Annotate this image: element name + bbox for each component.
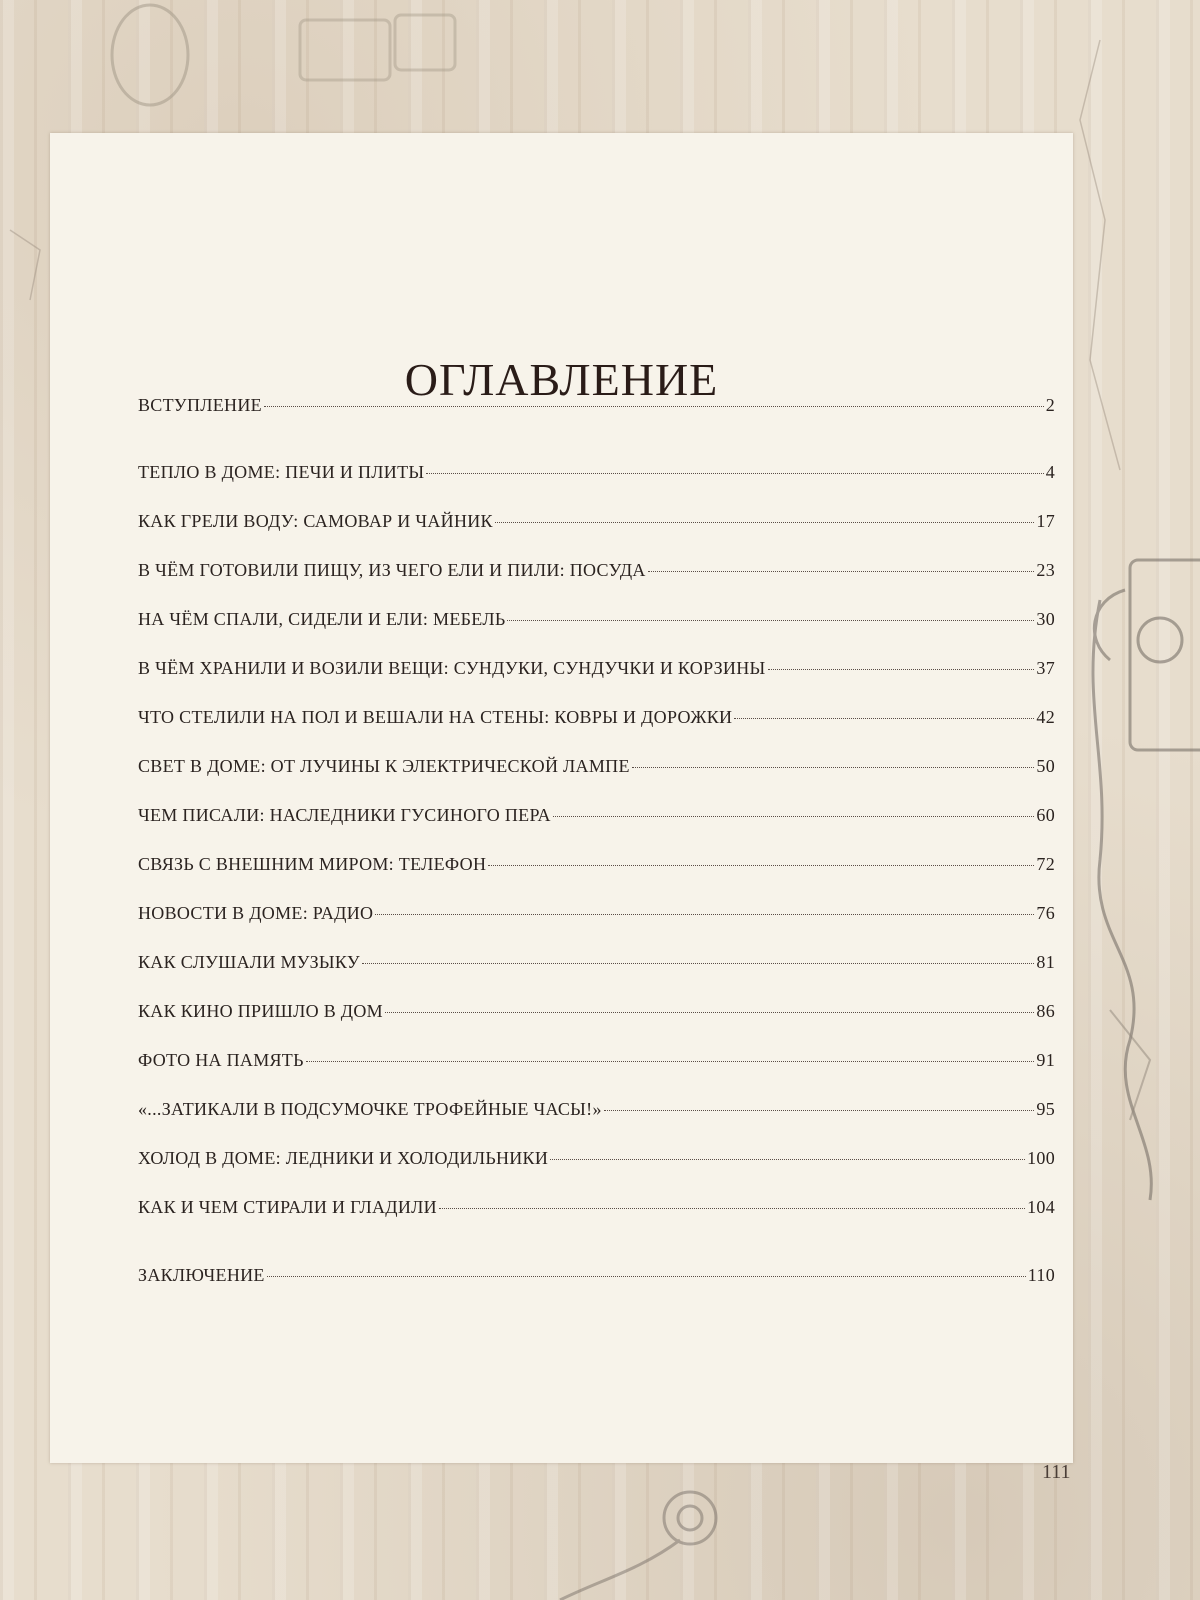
toc-leader-dots [495, 522, 1035, 523]
toc-leader-dots [768, 669, 1035, 670]
toc-entry-page: 23 [1036, 560, 1055, 580]
toc-entry[interactable] [138, 952, 1055, 973]
toc-entry[interactable] [138, 1050, 1055, 1071]
toc-entry-page: 100 [1027, 1148, 1055, 1168]
toc-entry-page: 50 [1036, 756, 1055, 776]
toc-entry-page: 4 [1045, 462, 1055, 482]
toc-leader-dots [385, 1012, 1034, 1013]
toc-entry[interactable] [138, 756, 1055, 777]
frame-icon [395, 15, 455, 70]
toc-leader-dots [632, 767, 1035, 768]
toc-entry-title: В ЧЁМ ХРАНИЛИ И ВОЗИЛИ ВЕЩИ: СУНДУКИ, СУНДУЧКИ И КОРЗИНЫ [138, 658, 766, 678]
toc-entry[interactable] [138, 805, 1055, 826]
toc-panel [50, 133, 1073, 1463]
toc-leader-dots [306, 1061, 1035, 1062]
toc-entry-title: ЧТО СТЕЛИЛИ НА ПОЛ И ВЕШАЛИ НА СТЕНЫ: КОВРЫ И ДОРОЖКИ [138, 707, 733, 727]
toc-leader-dots [550, 1159, 1025, 1160]
toc-leader-dots [426, 473, 1043, 474]
toc-entry-page: 30 [1036, 609, 1055, 629]
toc-entry-title: В ЧЁМ ГОТОВИЛИ ПИЩУ, ИЗ ЧЕГО ЕЛИ И ПИЛИ: ПОСУДА [138, 560, 646, 580]
toc-entry[interactable] [138, 560, 1055, 581]
toc-entry-title: «...ЗАТИКАЛИ В ПОДСУМОЧКЕ ТРОФЕЙНЫЕ ЧАСЫ!» [138, 1099, 602, 1119]
toc-leader-dots [734, 718, 1034, 719]
toc-leader-dots [553, 816, 1035, 817]
toc-entry[interactable] [138, 1001, 1055, 1022]
toc-entry[interactable] [138, 903, 1055, 924]
wall-crack-icon [1080, 40, 1120, 470]
toc-leader-dots [488, 865, 1034, 866]
toc-entry[interactable] [138, 1148, 1055, 1169]
toc-entry[interactable] [138, 1197, 1055, 1218]
toc-entry-title: ФОТО НА ПАМЯТЬ [138, 1050, 304, 1070]
toc-leader-dots [604, 1110, 1035, 1111]
toc-entry-title: ЗАКЛЮЧЕНИЕ [138, 1265, 265, 1285]
toc-entry[interactable] [138, 658, 1055, 679]
toc-leader-dots [439, 1208, 1025, 1209]
toc-leader-dots [375, 914, 1034, 915]
toc-leader-dots [648, 571, 1035, 572]
toc-entry-page: 37 [1036, 658, 1055, 678]
toc-entry-title: КАК И ЧЕМ СТИРАЛИ И ГЛАДИЛИ [138, 1197, 437, 1217]
toc-entry-title: НОВОСТИ В ДОМЕ: РАДИО [138, 903, 374, 923]
toc-leader-dots [362, 963, 1034, 964]
toc-entry[interactable] [138, 511, 1055, 532]
toc-entry-title: ХОЛОД В ДОМЕ: ЛЕДНИКИ И ХОЛОДИЛЬНИКИ [138, 1148, 549, 1168]
frame-icon [300, 20, 390, 80]
toc-entry-page: 95 [1036, 1099, 1055, 1119]
page-title: ОГЛАВЛЕНИЕ [404, 354, 719, 405]
toc-entry-page: 42 [1036, 707, 1055, 727]
toc-entry-page: 104 [1027, 1197, 1055, 1217]
page-number: 111 [1042, 1461, 1071, 1483]
toc-entry-page: 81 [1036, 952, 1055, 972]
toc-entry-title: ВСТУПЛЕНИЕ [138, 395, 262, 415]
toc-entry[interactable] [138, 609, 1055, 630]
toc-entry-title: ЧЕМ ПИСАЛИ: НАСЛЕДНИКИ ГУСИНОГО ПЕРА [138, 805, 551, 825]
toc-entry-page: 72 [1036, 854, 1055, 874]
toc-entry-page: 76 [1036, 903, 1055, 923]
oval-frame-icon [112, 5, 188, 105]
toc-entry-title: СВЕТ В ДОМЕ: ОТ ЛУЧИНЫ К ЭЛЕКТРИЧЕСКОЙ ЛАМПЕ [138, 756, 630, 776]
toc-entry-title: КАК СЛУШАЛИ МУЗЫКУ [138, 952, 360, 972]
toc-leader-dots [507, 620, 1034, 621]
toc-leader-dots [267, 1276, 1026, 1277]
toc-entry-title: НА ЧЁМ СПАЛИ, СИДЕЛИ И ЕЛИ: МЕБЕЛЬ [138, 609, 506, 629]
wall-telephone-icon [1093, 560, 1200, 1200]
toc-entry-page: 91 [1036, 1050, 1055, 1070]
toc-entry-title: СВЯЗЬ С ВНЕШНИМ МИРОМ: ТЕЛЕФОН [138, 854, 487, 874]
wall-socket-icon [560, 1492, 716, 1600]
toc-entry-title: КАК КИНО ПРИШЛО В ДОМ [138, 1001, 383, 1021]
toc-entry-page: 60 [1036, 805, 1055, 825]
toc-entry-page: 86 [1036, 1001, 1055, 1021]
toc-entry-page: 110 [1027, 1265, 1055, 1285]
wall-crack-icon [10, 230, 40, 300]
toc-entry-page: 2 [1045, 395, 1055, 415]
toc-leader-dots [264, 406, 1044, 407]
toc-entry[interactable] [138, 854, 1055, 875]
toc-entry-title: КАК ГРЕЛИ ВОДУ: САМОВАР И ЧАЙНИК [138, 511, 493, 531]
toc-entry[interactable] [138, 707, 1055, 728]
toc-entry[interactable] [138, 462, 1055, 483]
toc-entry-title: ТЕПЛО В ДОМЕ: ПЕЧИ И ПЛИТЫ [138, 462, 425, 482]
toc-entry[interactable] [138, 1099, 1055, 1120]
toc-entry[interactable] [138, 395, 1055, 416]
toc-entry[interactable] [138, 1265, 1055, 1286]
toc-entry-page: 17 [1036, 511, 1055, 531]
